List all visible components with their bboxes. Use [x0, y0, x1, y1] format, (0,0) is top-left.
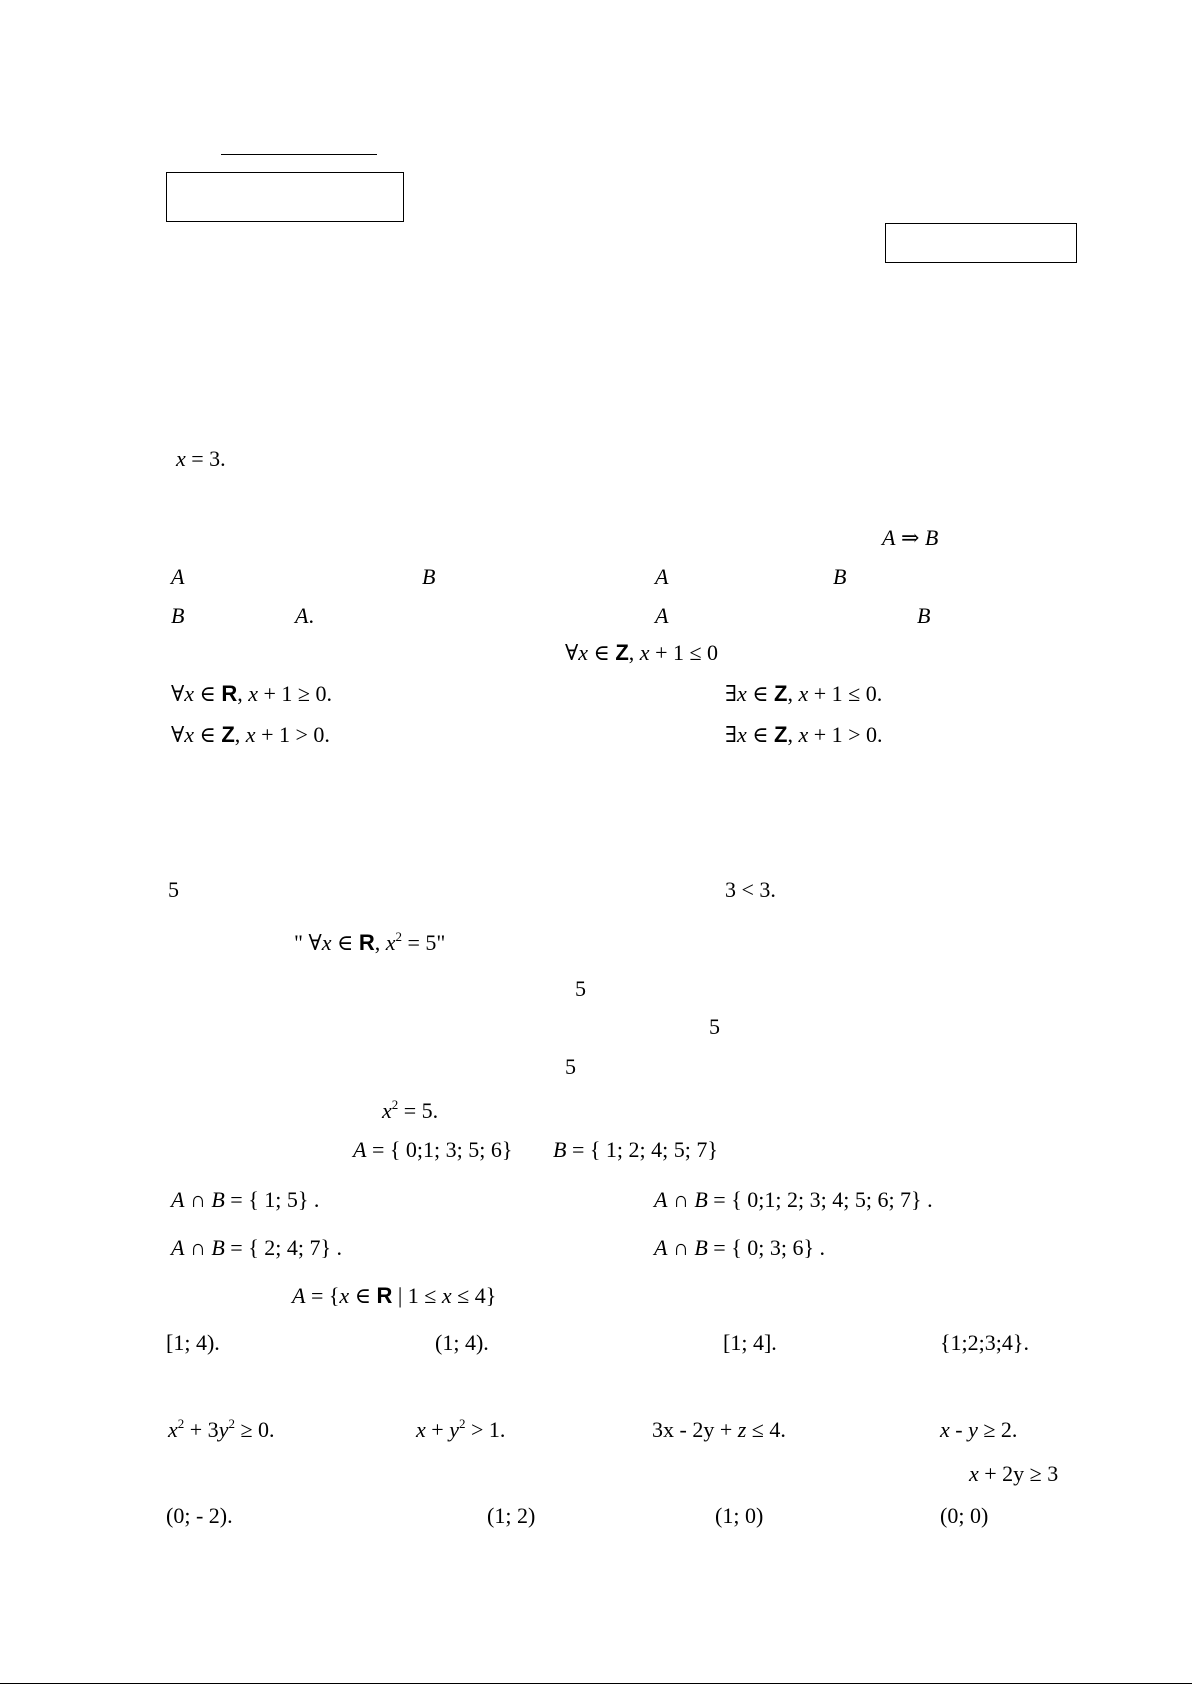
- ans-inter-2: A ∩ B = { 0;1; 2; 3; 4; 5; 6; 7} .: [654, 1187, 933, 1212]
- ans-int-2: (1; 4).: [435, 1330, 489, 1355]
- ans-int-1: [1; 4).: [166, 1330, 220, 1355]
- name-underline: [221, 154, 377, 155]
- opt-a-dot: A.: [295, 603, 314, 628]
- ineq-2: $x + y^2 > 1$.: [416, 1416, 506, 1442]
- opt-a-1: A: [171, 564, 185, 589]
- header-right-box: [885, 223, 1077, 263]
- ans-inter-3: A ∩ B = { 2; 4; 7} .: [171, 1235, 343, 1260]
- five-2: 5: [575, 976, 586, 1001]
- opt-a-2: A: [655, 564, 669, 589]
- opt-b-2: B: [833, 564, 847, 589]
- ans-inter-1: A ∩ B = { 1; 5} .: [171, 1187, 320, 1212]
- ans-exists-z-gt: ∃x ∈ Z, x + 1 > 0.: [725, 722, 883, 747]
- ineq-q: x + 2y ≥ 3: [969, 1461, 1059, 1486]
- header-left-box: [166, 172, 404, 222]
- pt-3: (1; 0): [715, 1503, 764, 1528]
- set-interval: A = {x ∈ R | 1 ≤ x ≤ 4}: [292, 1283, 497, 1308]
- pt-2: (1; 2): [487, 1503, 536, 1528]
- a-implies-b: A ⇒ B: [882, 525, 939, 550]
- ans-int-4: {1;2;3;4}.: [940, 1330, 1029, 1355]
- opt-b-1: B: [422, 564, 436, 589]
- x-eq-3: x = 3.: [176, 446, 226, 471]
- ans-exists-z-le: ∃x ∈ Z, x + 1 ≤ 0.: [725, 681, 883, 706]
- opt-b-3: B: [171, 603, 185, 628]
- five-4: 5: [565, 1054, 576, 1079]
- ineq-1: $x^2 + 3y^2 \ge 0$.: [168, 1416, 275, 1442]
- x-sq-5: $x^2 = 5$.: [382, 1097, 439, 1123]
- opt-b-4: B: [917, 603, 931, 628]
- set-a: A = { 0;1; 3; 5; 6}: [353, 1137, 513, 1162]
- opt-a-3: A: [655, 603, 669, 628]
- ans-int-3: [1; 4].: [723, 1330, 777, 1355]
- bottom-rule: [0, 1683, 1192, 1684]
- ineq-4: x - y ≥ 2.: [940, 1417, 1018, 1442]
- set-b: B = { 1; 2; 4; 5; 7}: [553, 1137, 718, 1162]
- pt-4: (0; 0): [940, 1503, 989, 1528]
- ans-forall-r: ∀x ∈ R, x + 1 ≥ 0.: [171, 681, 332, 706]
- ans-forall-z-gt: ∀x ∈ Z, x + 1 > 0.: [171, 722, 330, 747]
- ans-inter-4: A ∩ B = { 0; 3; 6} .: [654, 1235, 826, 1260]
- ineq-3: 3x - 2y + z ≤ 4.: [652, 1417, 786, 1442]
- pt-1: (0; - 2).: [166, 1503, 233, 1528]
- q-forall-r-sq: " ∀x ∈ R, $x^2 = 5$": [294, 929, 446, 955]
- q-forall-z: ∀x ∈ Z, x + 1 ≤ 0: [565, 640, 719, 665]
- three-lt-three: 3 < 3.: [725, 877, 776, 902]
- five-3: 5: [709, 1014, 720, 1039]
- five-1: 5: [168, 877, 179, 902]
